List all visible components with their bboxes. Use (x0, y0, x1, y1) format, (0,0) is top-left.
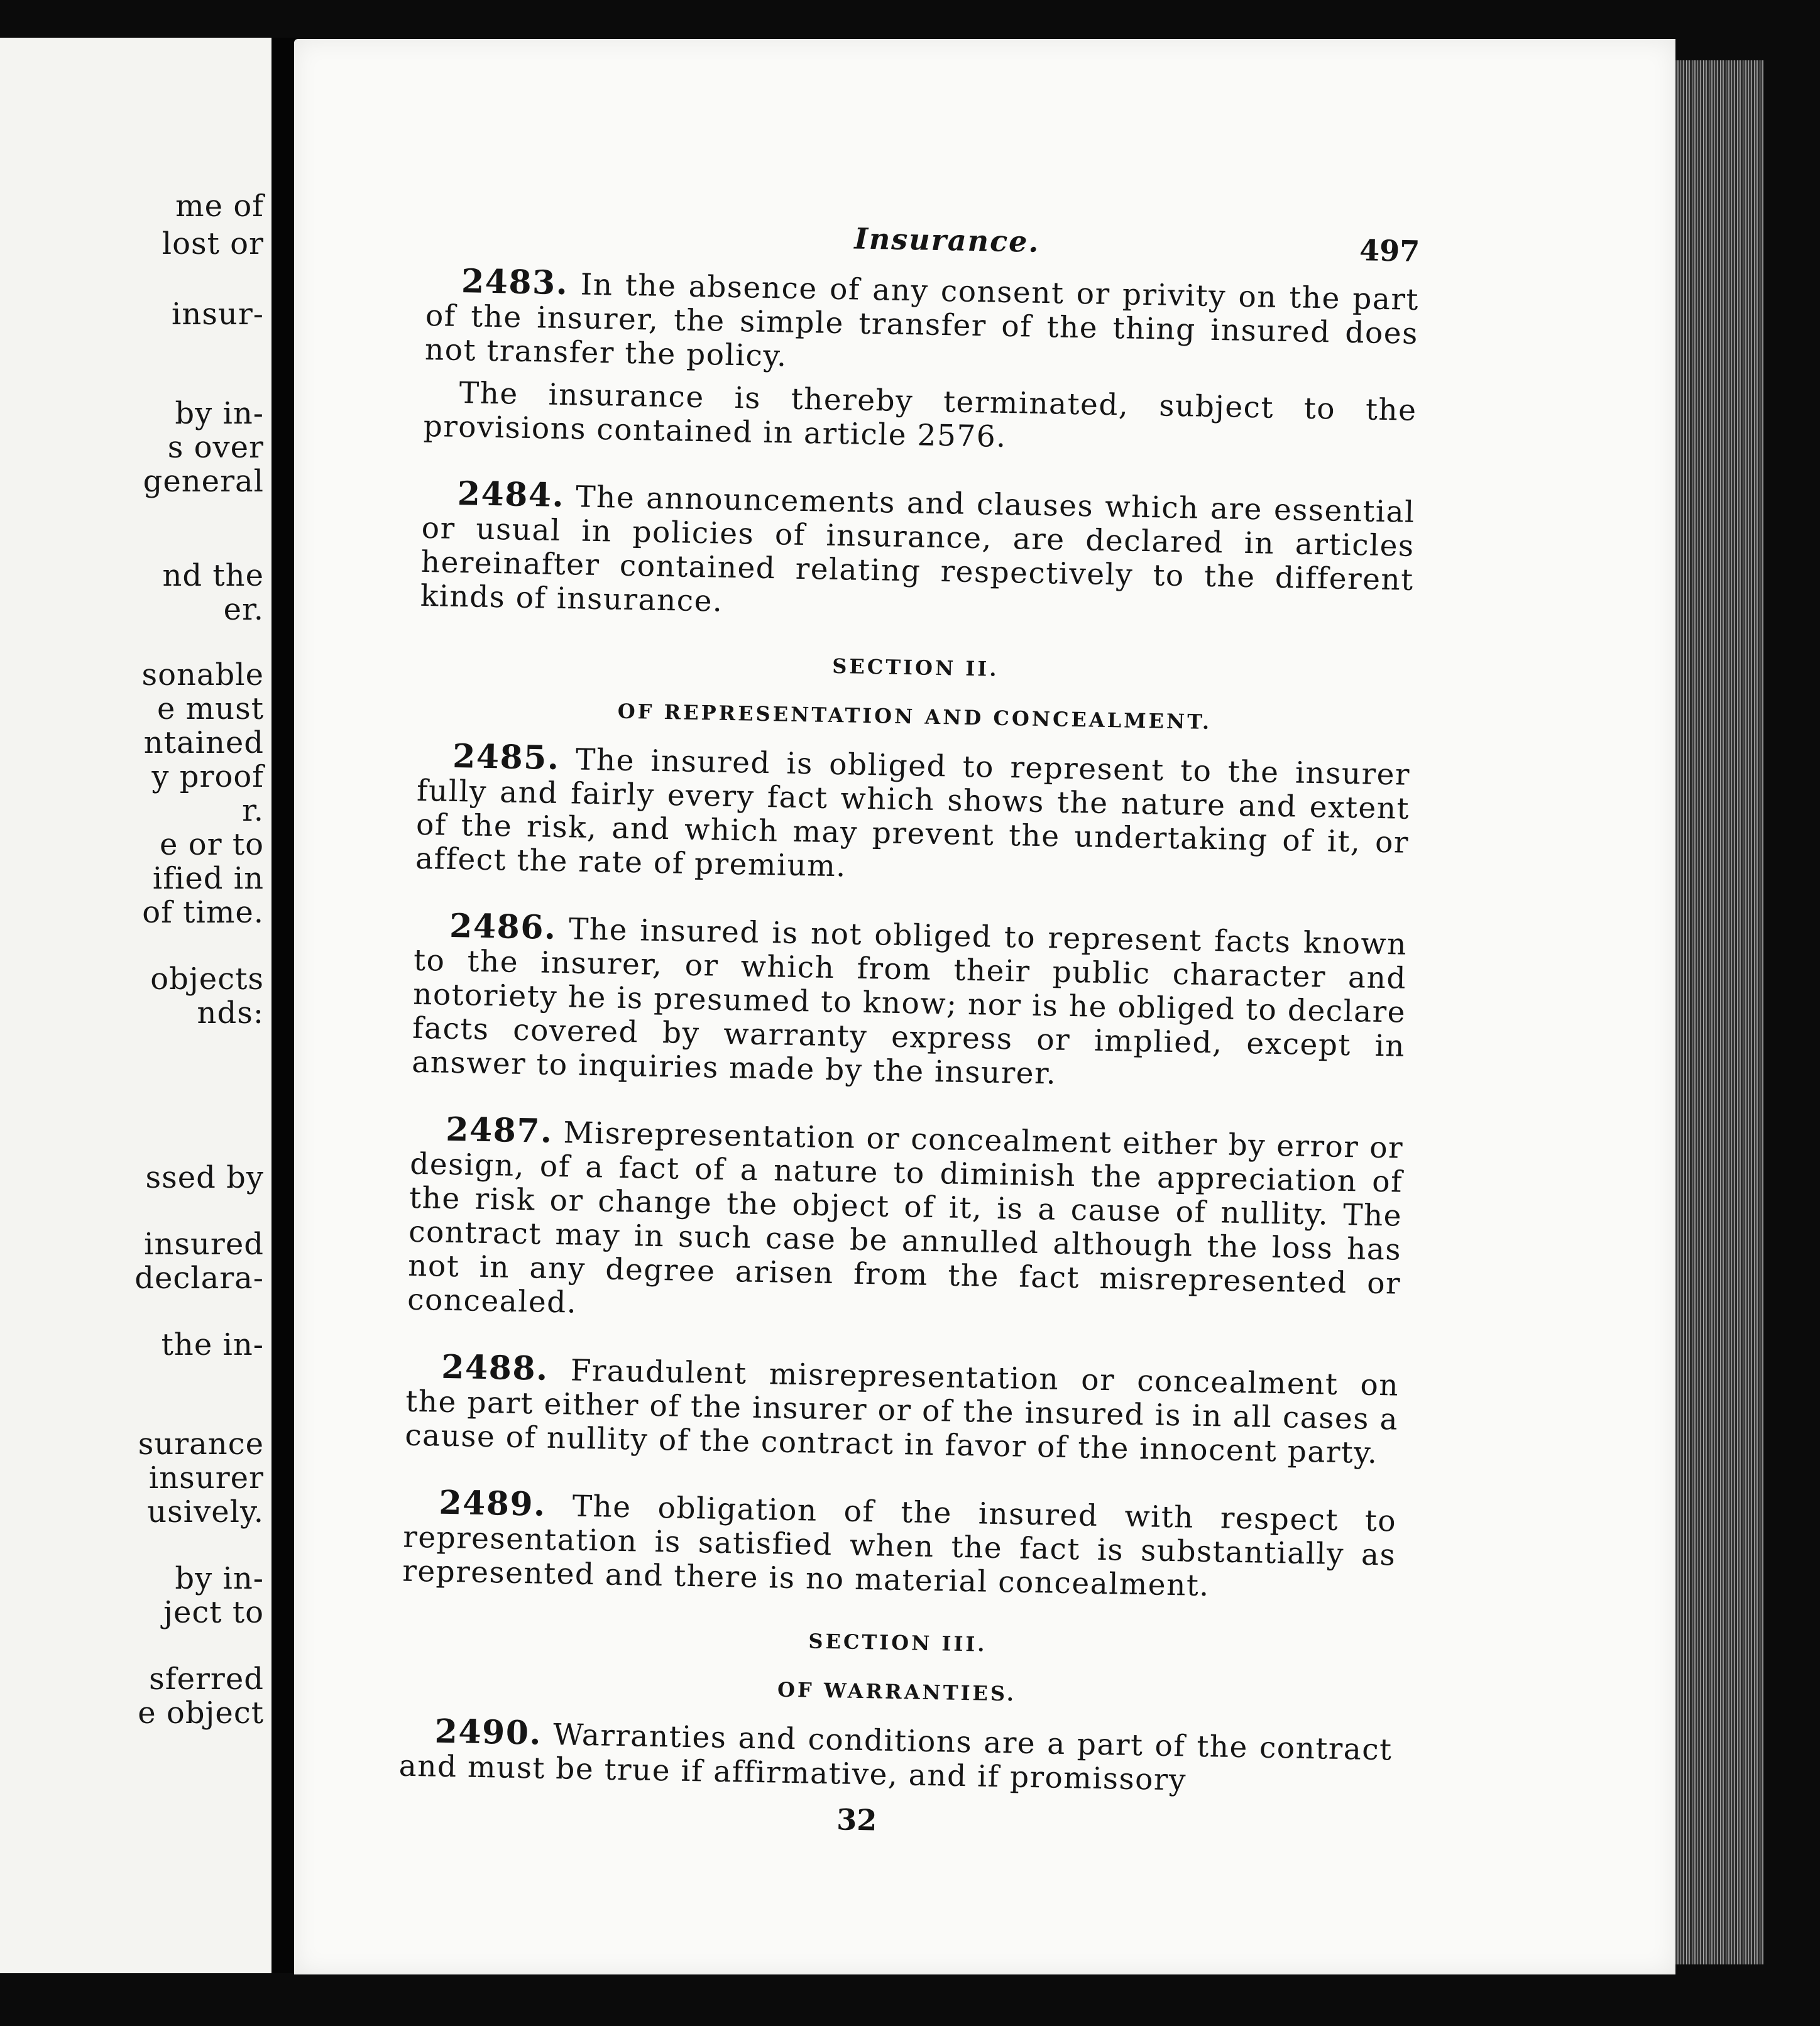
left-page-line: e must (156, 691, 264, 726)
left-page-line: ject to (163, 1595, 264, 1630)
left-page-line: insur- (172, 297, 264, 332)
left-page-line: er. (223, 592, 264, 627)
article-number: 2489. (438, 1483, 547, 1524)
article-text: The insured is obliged to represent to the insurer fully and fairly every fact which shows the nature and extent of the risk, and which may prevent the undertaking of it, or affect the rate of premium. (415, 742, 1411, 884)
signature-mark: 32 (836, 1802, 877, 1837)
left-page-line: surance (138, 1426, 264, 1462)
left-page-line: the in- (161, 1327, 264, 1362)
page-number: 497 (1359, 233, 1420, 268)
left-page-line: by in- (175, 1561, 264, 1596)
article-2486 (411, 906, 1408, 1098)
left-page-line: general (143, 464, 264, 499)
article-2484 (420, 476, 1415, 632)
article-2488 (404, 1347, 1400, 1471)
left-page-line: sferred (149, 1662, 264, 1697)
left-page-line: usively. (147, 1494, 264, 1530)
left-page-line: sonable (141, 657, 264, 693)
left-page-line: ified in (152, 861, 264, 896)
article-2490 (398, 1714, 1393, 1802)
left-page-line: ssed by (145, 1160, 264, 1195)
article-text: Warranties and conditions are a part of the contract and must be true if affirmative, and if promissory (398, 1717, 1393, 1798)
article-number: 2484. (457, 474, 565, 515)
section-subheading: OF REPRESENTATION AND CONCEALMENT. (617, 699, 1212, 735)
left-page-line: nds: (197, 995, 264, 1031)
article-text: Misrepresentation or concealment either by error or design, of a fact of a nature to diminish the appreciation of the risk or change the object of it, is a cause of nullity. The contract may in such case be annulled although the loss has not in any degree arisen from the fact misrepresented or concealed. (407, 1115, 1404, 1320)
running-title: Insurance. (853, 221, 1040, 259)
article-2489 (402, 1483, 1397, 1607)
article-number: 2487. (445, 1110, 554, 1151)
article-number: 2486. (449, 906, 557, 947)
article-number: 2483. (461, 262, 569, 303)
article-number: 2490. (434, 1712, 542, 1753)
article-2485 (415, 736, 1411, 894)
section-heading: SECTION III. (808, 1629, 987, 1656)
left-page-line: declara- (134, 1261, 264, 1296)
left-facing-page (0, 38, 271, 1973)
article-number: 2485. (452, 736, 561, 777)
left-page-line: e object (138, 1695, 264, 1731)
page-content (398, 214, 1420, 1847)
left-page-line: lost or (162, 226, 264, 261)
section-subheading: OF WARRANTIES. (777, 1677, 1017, 1706)
left-page-line: y proof (151, 759, 264, 794)
left-page-line: r. (242, 793, 264, 828)
page-edges (1675, 60, 1763, 1964)
article-text: The insurance is thereby terminated, subject to the provisions contained in article 2576. (423, 375, 1418, 454)
left-page-line: e or to (160, 827, 264, 862)
left-page-line: me of (175, 189, 264, 224)
article-text: Fraudulent misrepresentation or concealment on the part either of the insurer or of the insured is in all cases a cause of nullity of the contract in favor of the innocent party. (404, 1352, 1400, 1471)
left-page-line: insured (144, 1227, 264, 1262)
left-page-line: nd the (162, 558, 264, 593)
article-2487 (407, 1112, 1404, 1335)
article-text: The insured is not obliged to represent facts known to the insurer, or which from their public character and notoriety he is presumed to know; nor is he obliged to declare facts covered by warranty express or implied, except in answer to inquiries made by the insurer. (411, 911, 1408, 1092)
article-2483 (425, 264, 1420, 385)
article-text: The obligation of the insured with respect to representation is satisfied when the fact is substantially as represented and there is no material concealment. (402, 1488, 1397, 1604)
left-page-line: objects (150, 961, 264, 997)
article-text: The announcements and clauses which are essential or usual in policies of insurance, are declared in articles hereinafter contained relating respectively to the different kinds of insurance. (420, 479, 1416, 619)
left-page-line: insurer (148, 1460, 264, 1496)
left-page-line: by in- (175, 396, 264, 431)
article-text: In the absence of any consent or privity on the part of the insurer, the simple transfer of the thing insured does not transfer the policy. (424, 267, 1420, 374)
article-number: 2488. (441, 1347, 549, 1388)
left-page-line: of time. (142, 895, 264, 930)
section-heading: SECTION II. (832, 654, 999, 681)
left-page-line: s over (167, 430, 264, 465)
left-page-line: ntained (143, 725, 264, 760)
